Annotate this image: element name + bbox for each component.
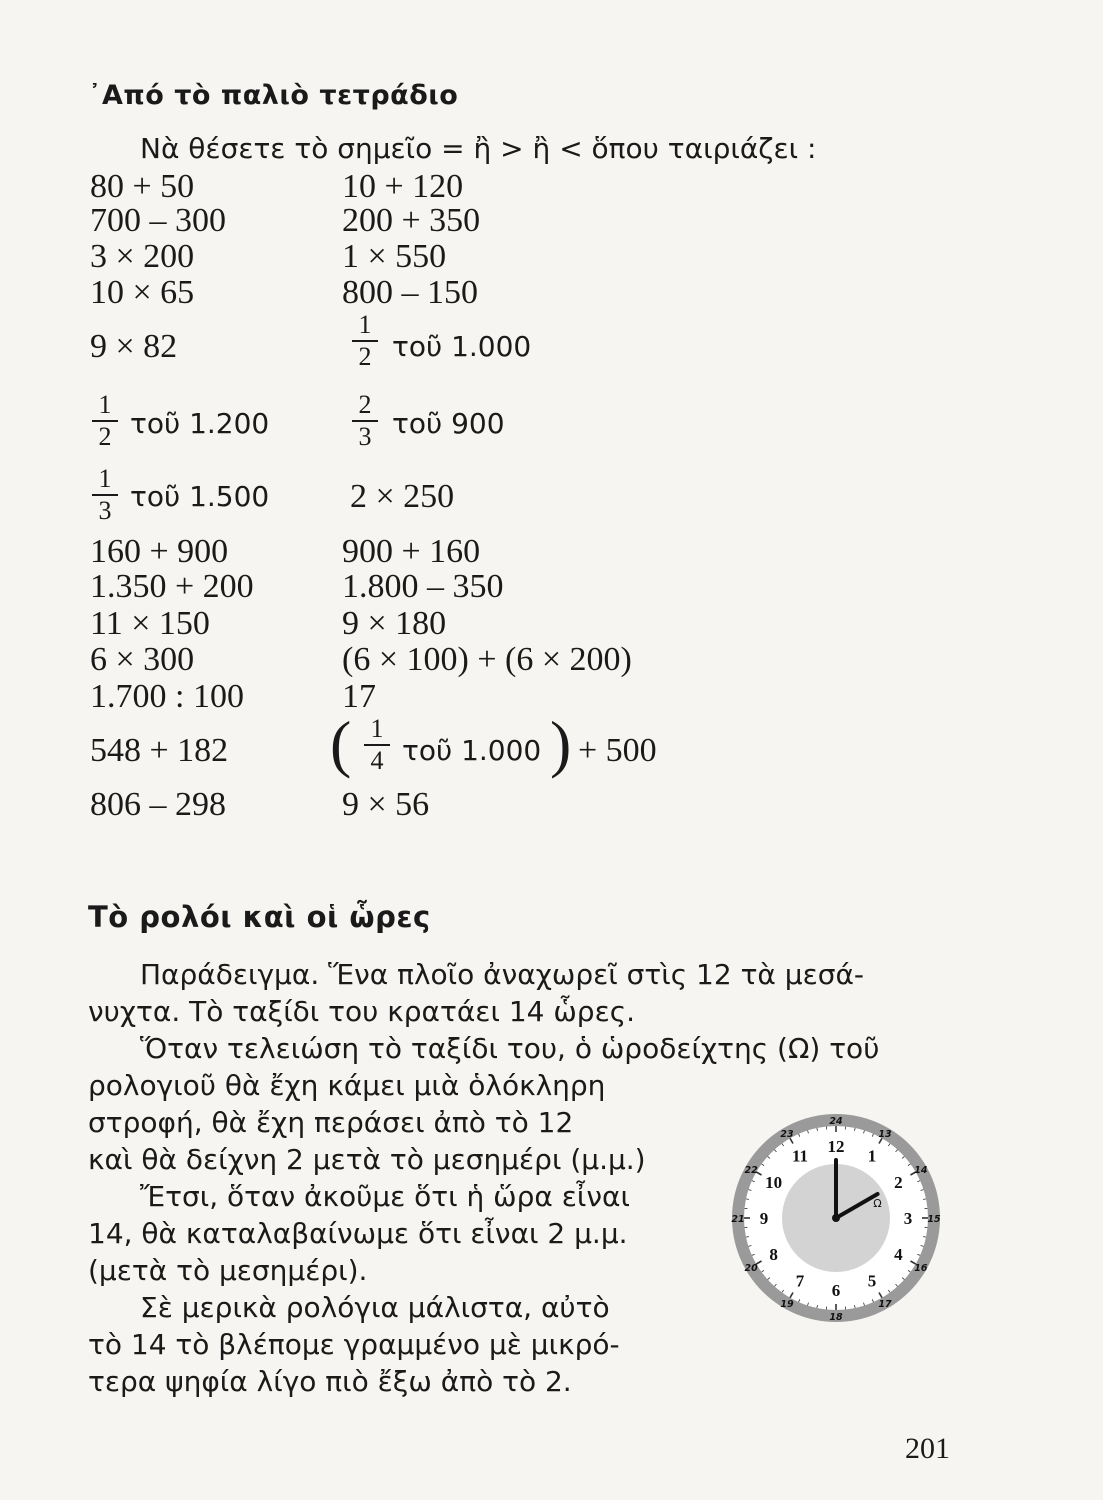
- clock-24h-number: 24: [829, 1116, 843, 1127]
- left-paren: (: [330, 708, 352, 779]
- tou-word: τοῦ 1.500: [130, 480, 270, 513]
- instruction-text: Νὰ θέσετε τὸ σημεῖο = ἢ > ἢ < ὅπου ταιριάζει :: [140, 132, 817, 165]
- left-row-6: [130, 407, 269, 440]
- left-fraction-half: [92, 392, 118, 450]
- right-row-6: [392, 407, 505, 440]
- clock-hour-number: 5: [867, 1271, 877, 1291]
- tou-word: τοῦ 1.000: [392, 330, 532, 363]
- clock-hour-number: 10: [765, 1173, 783, 1192]
- section-title: ᾿Από τὸ παλιὸ τετράδιο: [88, 80, 459, 111]
- right-fraction-half: [352, 312, 378, 370]
- clock-section-title: Τὸ ρολόι καὶ οἱ ὧρες: [88, 900, 431, 934]
- paragraph-line-10: Σὲ μερικὰ ρολόγια μάλιστα, αὐτὸ: [140, 1291, 610, 1324]
- clock-24h-number: 14: [914, 1165, 928, 1176]
- paragraph-line-2: νυχτα. Τὸ ταξίδι του κρατάει 14 ὧρες.: [88, 995, 636, 1028]
- clock-24h-number: 19: [780, 1298, 794, 1310]
- clock-24h-number: 20: [744, 1263, 758, 1274]
- left-row-3: 3 × 200: [90, 238, 195, 275]
- right-fraction-two-thirds: [352, 392, 378, 450]
- paragraph-line-8: 14, θὰ καταλαβαίνωμε ὅτι εἶναι 2 μ.μ.: [88, 1217, 628, 1250]
- numerator: 1: [98, 464, 112, 493]
- left-row-8: 160 + 900: [90, 533, 229, 570]
- denominator: 3: [98, 496, 112, 525]
- clock-24h-number: 15: [927, 1214, 941, 1225]
- left-row-10: 11 × 150: [90, 605, 210, 642]
- clock-24h-number: 16: [914, 1263, 928, 1274]
- right-paren: ): [550, 708, 572, 779]
- denominator: 3: [358, 422, 372, 451]
- right-fraction-quarter: [364, 716, 390, 774]
- tou-word: τοῦ 1.200: [130, 407, 270, 440]
- denominator: 2: [98, 422, 112, 451]
- paragraph-line-3: Ὅταν τελειώση τὸ ταξίδι του, ὁ ὡροδείχτης (Ω) τοῦ: [140, 1032, 880, 1065]
- numerator: 2: [358, 390, 372, 419]
- clock-hour-number: 4: [894, 1245, 903, 1264]
- denominator: 4: [370, 746, 384, 775]
- paragraph-line-11: τὸ 14 τὸ βλέπομε γραμμένο μὲ μικρό-: [88, 1328, 620, 1361]
- paragraph-line-6: καὶ θὰ δείχνη 2 μετὰ τὸ μεσημέρι (μ.μ.): [88, 1143, 646, 1176]
- clock-hour-number: 9: [759, 1209, 769, 1228]
- numerator: 1: [358, 310, 372, 339]
- numerator: 1: [370, 714, 384, 743]
- right-row-10: 9 × 180: [342, 605, 447, 642]
- left-row-7: [130, 480, 269, 513]
- left-row-9: 1.350 + 200: [90, 568, 254, 605]
- plus-500: + 500: [578, 732, 657, 769]
- clock-hour-number: 2: [894, 1173, 903, 1192]
- paragraph-line-12: τερα ψηφία λίγο πιὸ ἔξω ἀπὸ τὸ 2.: [88, 1365, 572, 1398]
- left-row-11: 6 × 300: [90, 641, 195, 678]
- paragraph-line-4: ρολογιοῦ θὰ ἔχη κάμει μιὰ ὁλόκληρη: [88, 1069, 606, 1102]
- clock-24h-number: 17: [878, 1298, 892, 1310]
- clock-24h-number: 13: [878, 1129, 892, 1141]
- denominator: 2: [358, 342, 372, 371]
- clock-hour-number: 1: [867, 1146, 877, 1166]
- right-row-2: 200 + 350: [342, 202, 481, 239]
- left-fraction-third: [92, 466, 118, 524]
- clock-24h-number: 22: [744, 1165, 758, 1176]
- tou-word: τοῦ 1.000: [402, 734, 542, 767]
- paragraph-line-9: (μετὰ τὸ μεσημέρι).: [88, 1254, 368, 1287]
- left-row-5: 9 × 82: [90, 328, 178, 365]
- clock-24h-number: 23: [780, 1129, 794, 1141]
- right-row-7: 2 × 250: [350, 478, 455, 515]
- left-row-13: 548 + 182: [90, 732, 229, 769]
- left-row-1: 80 + 50: [90, 168, 195, 205]
- left-row-12: 1.700 : 100: [90, 678, 244, 715]
- left-row-14: 806 – 298: [90, 786, 226, 823]
- right-row-5: [392, 330, 531, 363]
- right-row-1: 10 + 120: [342, 168, 464, 205]
- clock-24h-number: 21: [731, 1214, 745, 1225]
- paragraph-line-1: Παράδειγμα. Ἕνα πλοῖο ἀναχωρεῖ στὶς 12 τὰ μεσά-: [140, 958, 865, 991]
- right-row-13: [402, 734, 541, 767]
- clock-hour-number: 12: [827, 1137, 845, 1156]
- right-row-9: 1.800 – 350: [342, 568, 504, 605]
- right-row-4: 800 – 150: [342, 274, 478, 311]
- page-number: 201: [905, 1432, 950, 1465]
- right-row-8: 900 + 160: [342, 533, 481, 570]
- clock-center-pin: [832, 1214, 840, 1222]
- clock-illustration: [730, 1112, 942, 1324]
- clock-hour-number: 3: [903, 1209, 913, 1228]
- tou-word: τοῦ 900: [392, 407, 505, 440]
- right-row-14: 9 × 56: [342, 786, 430, 823]
- clock-hour-number: 8: [769, 1245, 778, 1264]
- hour-hand-label: Ω: [873, 1197, 882, 1210]
- clock-hour-number: 6: [831, 1281, 841, 1300]
- numerator: 1: [98, 390, 112, 419]
- clock-hour-number: 11: [791, 1146, 809, 1166]
- clock-24h-number: 18: [829, 1312, 843, 1323]
- paragraph-line-5: στροφή, θὰ ἔχη περάσει ἀπὸ τὸ 12: [88, 1106, 574, 1139]
- left-row-2: 700 – 300: [90, 202, 226, 239]
- left-row-4: 10 × 65: [90, 274, 195, 311]
- right-row-3: 1 × 550: [342, 238, 447, 275]
- clock-hour-number: 7: [795, 1271, 805, 1291]
- right-row-11: (6 × 100) + (6 × 200): [342, 641, 632, 678]
- paragraph-line-7: Ἔτσι, ὅταν ἀκοῦμε ὅτι ἡ ὥρα εἶναι: [140, 1180, 630, 1213]
- right-row-12: 17: [342, 678, 376, 715]
